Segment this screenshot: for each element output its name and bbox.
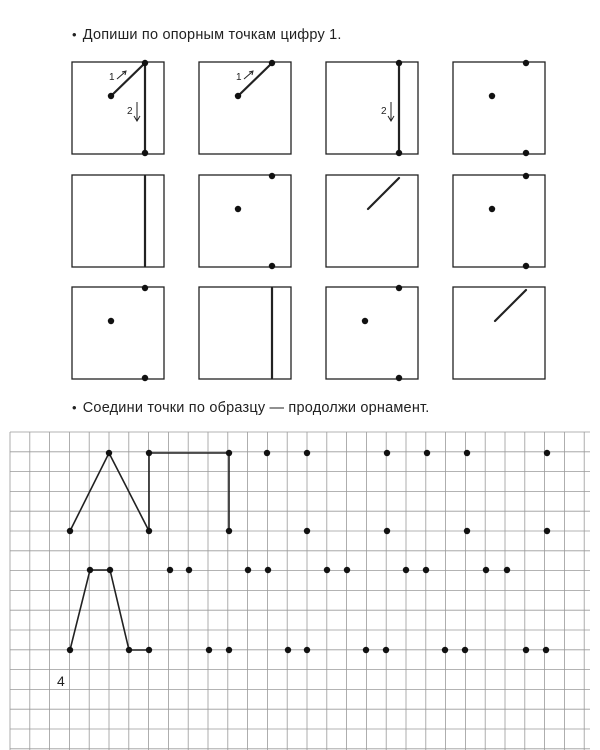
tracing-box [199,287,291,379]
ornament-dot [226,647,232,653]
ornament-dot [265,567,271,573]
reference-dot [108,93,114,99]
bullet: • [72,400,77,415]
tracing-box [72,285,164,381]
tracing-box [199,173,291,269]
tracing-box [72,175,164,267]
ornament-dot [245,567,251,573]
ornament-dot [206,647,212,653]
reference-dot [235,206,241,212]
box-frame [72,287,164,379]
tracing-box [453,287,545,379]
step-number: 2 [381,106,387,117]
tracing-box [453,173,545,269]
ornament-dot [544,450,550,456]
digit-tracing-boxes [72,60,545,381]
reference-dot [142,150,148,156]
stroke-diagonal [368,178,399,209]
ornament-sample-line [70,453,229,531]
ornament-dot [304,647,310,653]
box-frame [199,175,291,267]
ornament-area [67,450,550,653]
tracing-box [199,60,291,154]
box-frame [326,287,418,379]
reference-dot [108,318,114,324]
reference-dot [396,60,402,66]
reference-dot [269,173,275,179]
reference-dot [396,375,402,381]
ornament-dot [226,450,232,456]
reference-dot [396,285,402,291]
reference-dot [523,173,529,179]
box-frame [72,175,164,267]
ornament-dot [146,450,152,456]
instruction-text: Соедини точки по образцу — продолжи орнамент. [82,400,430,416]
box-frame [453,175,545,267]
ornament-dot [304,528,310,534]
reference-dot [489,206,495,212]
ornament-dot [403,567,409,573]
page-number: 4 [57,673,65,689]
ornament-dot [464,528,470,534]
ornament-dot [462,647,468,653]
box-frame [72,62,164,154]
ornament-dot [483,567,489,573]
ornament-dot [424,450,430,456]
ornament-dot [226,528,232,534]
ornament-dot [384,528,390,534]
reference-dot [235,93,241,99]
reference-dot [142,285,148,291]
box-frame [199,287,291,379]
ornament-dot [363,647,369,653]
reference-dot [142,60,148,66]
ornament-dot [67,647,73,653]
arrow-icon [244,72,252,79]
ornament-dot [324,567,330,573]
ornament-dot [107,567,113,573]
bullet: • [72,27,77,42]
reference-dot [362,318,368,324]
ornament-dot [504,567,510,573]
box-frame [199,62,291,154]
box-frame [326,175,418,267]
ornament-dot [167,567,173,573]
squared-paper-grid [10,432,590,750]
stroke-diagonal [495,290,526,321]
instruction-text: Допиши по опорным точкам цифру 1. [82,27,342,43]
ornament-dot [264,450,270,456]
ornament-dot [146,647,152,653]
box-frame [326,62,418,154]
tracing-box [72,60,164,156]
ornament-dot [146,528,152,534]
ornament-dot [442,647,448,653]
ornament-dot [544,528,550,534]
reference-dot [142,375,148,381]
ornament-dot [523,647,529,653]
step-number: 1 [236,72,242,83]
reference-dot [396,150,402,156]
stroke-diagonal [238,63,272,96]
ornament-dot [384,450,390,456]
ornament-dot [464,450,470,456]
ornament-dot [423,567,429,573]
box-frame [453,287,545,379]
tracing-box [326,175,418,267]
reference-dot [523,60,529,66]
stroke-diagonal [111,63,145,96]
ornament-dot [543,647,549,653]
tracing-box [326,285,418,381]
reference-dot [523,263,529,269]
tracing-box [326,60,418,156]
ornament-dot [285,647,291,653]
reference-dot [523,150,529,156]
reference-dot [269,60,275,66]
reference-dot [489,93,495,99]
step-number: 2 [127,106,133,117]
ornament-dot [106,450,112,456]
ornament-dot [383,647,389,653]
ornament-dot [304,450,310,456]
tracing-box [453,60,545,156]
reference-dot [269,263,275,269]
arrow-icon [117,72,125,79]
step-number: 1 [109,72,115,83]
ornament-dot [344,567,350,573]
ornament-dot [87,567,93,573]
ornament-dot [126,647,132,653]
ornament-dot [67,528,73,534]
ornament-dot [186,567,192,573]
box-frame [453,62,545,154]
